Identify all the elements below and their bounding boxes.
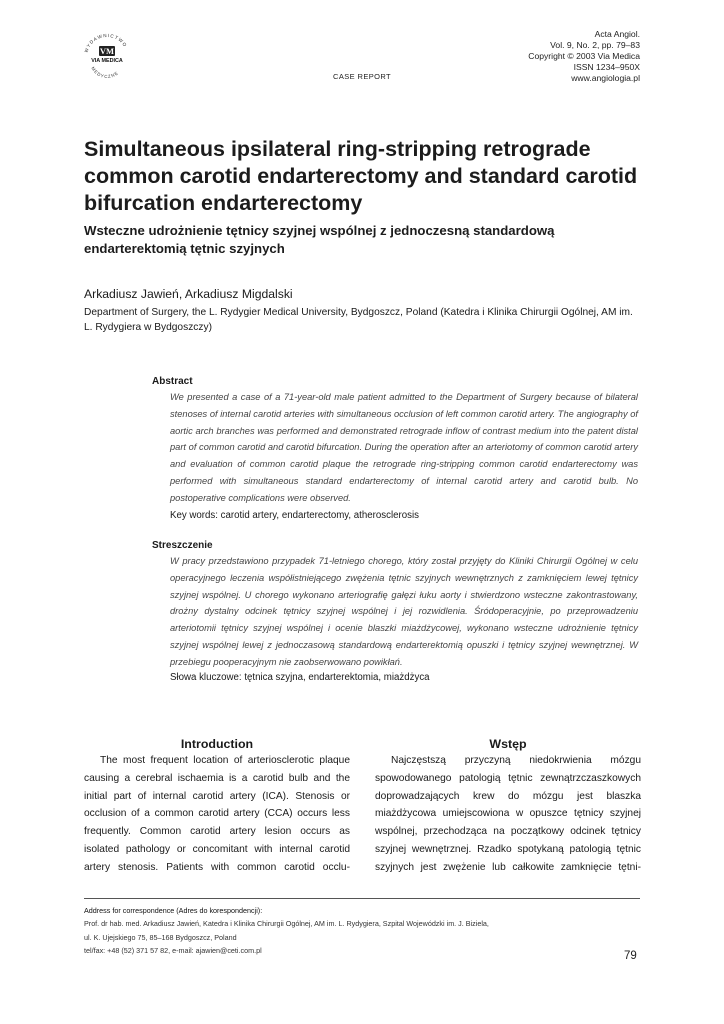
journal-copyright: Copyright © 2003 Via Medica bbox=[528, 51, 640, 61]
logo-name: VIA MEDICA bbox=[91, 58, 123, 64]
keywords-label: Key words: bbox=[170, 510, 218, 521]
article-title: Simultaneous ipsilateral ring-stripping retrograde common carotid endarterectomy and standard carotid bifurcation endarterectomy bbox=[84, 137, 638, 215]
journal-name: Acta Angiol. bbox=[594, 29, 640, 39]
correspondence-line: Prof. dr hab. med. Arkadiusz Jawień, Katedra i Klinika Chirurgii Ogólnej, AM im. L. Rydygiera, Szpital Wojewódzki im. J. Biziela, bbox=[84, 919, 489, 929]
introduction-heading: Introduction bbox=[180, 737, 254, 751]
introduction-text: The most frequent location of arteriosclerotic plaque causing a cerebral ischaemia is a carotid bulb and the initial part of internal carotid artery (ICA). Stenosis or occlusion of a common carotid artery (CCA) occurs less frequently. Common carotid artery lesion occurs as isolated pathology or concomitant with internal carotid artery stenosis. Patients with common carotid occlu- bbox=[84, 755, 350, 873]
correspondence-block bbox=[84, 904, 640, 957]
streszczenie-keywords bbox=[170, 672, 430, 683]
logo-mark: VM bbox=[99, 46, 115, 57]
correspondence-line: tel/fax: +48 (52) 371 57 82, e-mail: ajawien@ceti.com.pl bbox=[84, 945, 262, 955]
footer-divider bbox=[84, 898, 640, 899]
streszczenie-text: W pracy przedstawiono przypadek 71-letniego chorego, który został przyjęty do Kliniki Chirurgii Ogólnej w celu operacyjnego leczenia współistniejącego zwężenia tętnic szyjnych wewnętrznych z zamknięciem lewej tętnicy szyjnej wspólnej. U chorego wykonano arteriografię gałęzi łuku aorty i stwierdzono wsteczne zakontrastowany, drożny dystalny odcinek tętnicy szyjnej wspólnej i jej rozwidlenia. Śródoperacyjnie, po przeprowadzeniu arteriotomii tętnicy szyjnej wspólnej i ocenie blaszki miażdżycowej, wykonano wsteczne udrożnienie tętnicy szyjnej wspólnej lewej z jednoczasową standardową endarterektomią opuszki i tętnicy szyjnej wewnętrznej. W przebiegu pooperacyjnym nie zaobserwowano powikłań. bbox=[170, 556, 638, 667]
wstep-text: Najczęstszą przyczyną niedokrwienia mózgu spowodowanego patologią tętnic zewnątrzczaszkowych doprowadzających krew do mózgu jest blaszka miażdżycowa umiejscowiona w opuszce tętnicy szyjnej wspólnej, przechodząca na początkowy odcinek tętnicy szyjnej wewnętrznej. Rzadko spotykaną patologią tętnic szyjnych jest zwężenie lub całkowite zamknięcie tętni- bbox=[375, 755, 641, 873]
logo-arc-top-text: WYDAWNICTWO bbox=[83, 32, 129, 54]
journal-volume: Vol. 9, No. 2, pp. 79–83 bbox=[550, 40, 640, 50]
page-number: 79 bbox=[624, 950, 637, 962]
journal-info bbox=[528, 29, 640, 84]
abstract-text: We presented a case of a 71-year-old male patient admitted to the Department of Surgery because of bilateral stenoses of internal carotid arteries with simultaneous occlusion of left common carotid artery. The angiography of aortic arch branches was performed and demonstrated retrograde inflow of contrast medium into the patent distal part of common carotid and carotid bifurcation. During the operation after an arteriotomy of common carotid artery and evaluation of common carotid plaque the retrograde ring-stripping common carotid endarterectomy was performed with simultaneous standard endarterectomy of internal carotid artery and carotid bulb. No postoperative complications were observed. bbox=[170, 392, 638, 503]
slowa-kluczowe-label: Słowa kluczowe: bbox=[170, 672, 242, 683]
via-medica-logo bbox=[80, 30, 134, 84]
correspondence-line: ul. K. Ujejskiego 75, 85–168 Bydgoszcz, Poland bbox=[84, 932, 237, 942]
logo-arc-bottom-text: MEDYCZNE bbox=[90, 65, 120, 80]
slowa-kluczowe-value: tętnica szyjna, endarterektomia, miażdżyca bbox=[244, 672, 430, 683]
wstep-heading: Wstęp bbox=[489, 737, 527, 751]
article-authors: Arkadiusz Jawień, Arkadiusz Migdalski bbox=[84, 287, 293, 301]
svg-text:MEDYCZNE bbox=[90, 66, 119, 79]
journal-issn: ISSN 1234–950X bbox=[573, 62, 640, 72]
article-affiliation: Department of Surgery, the L. Rydygier Medical University, Bydgoszcz, Poland (Katedra i Klinika Chirurgii Ogólnej, AM im. L. Rydygiera w Bydgoszczy) bbox=[84, 307, 633, 333]
journal-url[interactable]: www.angiologia.pl bbox=[571, 73, 640, 83]
keywords-value: carotid artery, endarterectomy, atherosclerosis bbox=[220, 510, 419, 521]
article-subtitle: Wsteczne udrożnienie tętnicy szyjnej wspólnej z jednoczesną standardową endarterektomią tętnic szyjnych bbox=[84, 223, 555, 256]
streszczenie-heading: Streszczenie bbox=[152, 540, 213, 551]
abstract-heading: Abstract bbox=[152, 376, 193, 387]
correspondence-title: Address for correspondence (Adres do korespondencji): bbox=[84, 906, 263, 915]
section-label: CASE REPORT bbox=[333, 72, 392, 81]
abstract-keywords bbox=[170, 510, 419, 521]
